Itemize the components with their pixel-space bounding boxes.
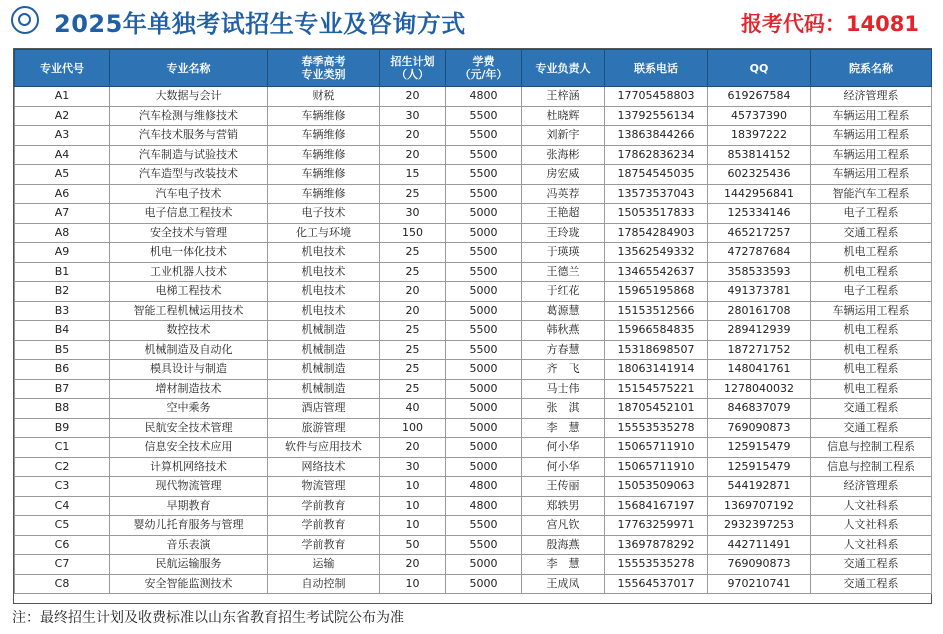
cell-fee: 5000 [446, 399, 522, 419]
cell-plan: 20 [380, 87, 446, 107]
cell-name: 机械制造及自动化 [110, 340, 268, 360]
cell-head: 于红花 [522, 282, 605, 302]
cell-head: 张海彬 [522, 145, 605, 165]
cell-head: 王梓涵 [522, 87, 605, 107]
table-row [15, 477, 932, 497]
table-row [15, 204, 932, 224]
cell-plan: 15 [380, 165, 446, 185]
cell-category: 财税 [268, 87, 380, 107]
cell-name: 大数据与会计 [110, 87, 268, 107]
cell-phone: 15065711910 [605, 457, 708, 477]
cell-plan: 20 [380, 438, 446, 458]
cell-plan: 40 [380, 399, 446, 419]
cell-head: 韩秋燕 [522, 321, 605, 341]
cell-plan: 25 [380, 262, 446, 282]
cell-plan: 20 [380, 145, 446, 165]
cell-name: 汽车电子技术 [110, 184, 268, 204]
cell-qq: 1442956841 [708, 184, 811, 204]
cell-dept: 交通工程系 [811, 418, 932, 438]
cell-qq: 125915479 [708, 438, 811, 458]
cell-qq: 544192871 [708, 477, 811, 497]
cell-category: 学前教育 [268, 516, 380, 536]
cell-phone: 13863844266 [605, 126, 708, 146]
cell-plan: 50 [380, 535, 446, 555]
table-row [15, 321, 932, 341]
cell-phone: 15053509063 [605, 477, 708, 497]
cell-code: C6 [15, 535, 110, 555]
cell-head: 李 慧 [522, 555, 605, 575]
cell-name: 计算机网络技术 [110, 457, 268, 477]
cell-code: A2 [15, 106, 110, 126]
cell-code: A1 [15, 87, 110, 107]
cell-dept: 信息与控制工程系 [811, 438, 932, 458]
cell-phone: 15153512566 [605, 301, 708, 321]
table-row [15, 184, 932, 204]
cell-fee: 5500 [446, 106, 522, 126]
cell-code: C8 [15, 574, 110, 594]
cell-name: 模具设计与制造 [110, 360, 268, 380]
cell-dept: 机电工程系 [811, 360, 932, 380]
cell-fee: 5500 [446, 184, 522, 204]
cell-name: 工业机器人技术 [110, 262, 268, 282]
cell-dept: 智能汽车工程系 [811, 184, 932, 204]
cell-qq: 465217257 [708, 223, 811, 243]
cell-name: 电梯工程技术 [110, 282, 268, 302]
cell-name: 安全智能监测技术 [110, 574, 268, 594]
cell-phone: 13562549332 [605, 243, 708, 263]
cell-name: 现代物流管理 [110, 477, 268, 497]
cell-head: 王德兰 [522, 262, 605, 282]
cell-qq: 1278040032 [708, 379, 811, 399]
cell-dept: 交通工程系 [811, 223, 932, 243]
cell-qq: 619267584 [708, 87, 811, 107]
cell-category: 车辆维修 [268, 106, 380, 126]
cell-qq: 853814152 [708, 145, 811, 165]
cell-code: C7 [15, 555, 110, 575]
cell-phone: 15553535278 [605, 418, 708, 438]
cell-qq: 442711491 [708, 535, 811, 555]
cell-head: 房宏威 [522, 165, 605, 185]
cell-plan: 25 [380, 243, 446, 263]
cell-category: 学前教育 [268, 535, 380, 555]
column-header-dept: 院系名称 [811, 50, 932, 87]
table-row [15, 282, 932, 302]
cell-dept: 交通工程系 [811, 399, 932, 419]
cell-dept: 经济管理系 [811, 87, 932, 107]
column-header-fee: 学费 （元/年） [446, 50, 522, 87]
table-row [15, 243, 932, 263]
cell-head: 何小华 [522, 457, 605, 477]
cell-phone: 17862836234 [605, 145, 708, 165]
cell-fee: 5000 [446, 379, 522, 399]
cell-category: 酒店管理 [268, 399, 380, 419]
cell-name: 汽车检测与维修技术 [110, 106, 268, 126]
cell-code: A6 [15, 184, 110, 204]
cell-dept: 车辆运用工程系 [811, 145, 932, 165]
table-row [15, 223, 932, 243]
cell-phone: 15564537017 [605, 574, 708, 594]
cell-category: 物流管理 [268, 477, 380, 497]
cell-plan: 20 [380, 282, 446, 302]
table-row [15, 399, 932, 419]
cell-name: 民航运输服务 [110, 555, 268, 575]
cell-head: 李 慧 [522, 418, 605, 438]
cell-code: B3 [15, 301, 110, 321]
cell-code: A9 [15, 243, 110, 263]
table-row [15, 535, 932, 555]
cell-code: B1 [15, 262, 110, 282]
cell-dept: 交通工程系 [811, 555, 932, 575]
cell-code: B6 [15, 360, 110, 380]
table-row [15, 262, 932, 282]
cell-code: C5 [15, 516, 110, 536]
cell-category: 软件与应用技术 [268, 438, 380, 458]
cell-fee: 5000 [446, 204, 522, 224]
cell-phone: 13792556134 [605, 106, 708, 126]
table-row [15, 106, 932, 126]
cell-head: 宫凡钦 [522, 516, 605, 536]
cell-head: 方春慧 [522, 340, 605, 360]
cell-qq: 125334146 [708, 204, 811, 224]
cell-name: 增材制造技术 [110, 379, 268, 399]
cell-code: C1 [15, 438, 110, 458]
page-header [0, 0, 943, 44]
cell-dept: 人文社科系 [811, 496, 932, 516]
cell-phone: 18705452101 [605, 399, 708, 419]
cell-phone: 18754545035 [605, 165, 708, 185]
cell-plan: 30 [380, 106, 446, 126]
cell-qq: 970210741 [708, 574, 811, 594]
cell-plan: 10 [380, 516, 446, 536]
cell-phone: 15154575221 [605, 379, 708, 399]
cell-qq: 45737390 [708, 106, 811, 126]
cell-head: 张 淇 [522, 399, 605, 419]
cell-phone: 17854284903 [605, 223, 708, 243]
cell-category: 网络技术 [268, 457, 380, 477]
cell-fee: 5500 [446, 145, 522, 165]
cell-phone: 18063141914 [605, 360, 708, 380]
cell-qq: 602325436 [708, 165, 811, 185]
table-row [15, 516, 932, 536]
column-header-plan: 招生计划 （人） [380, 50, 446, 87]
cell-name: 电子信息工程技术 [110, 204, 268, 224]
cell-category: 车辆维修 [268, 126, 380, 146]
cell-name: 安全技术与管理 [110, 223, 268, 243]
cell-head: 齐 飞 [522, 360, 605, 380]
table-row [15, 165, 932, 185]
cell-qq: 2932397253 [708, 516, 811, 536]
cell-category: 机电技术 [268, 282, 380, 302]
table-row [15, 555, 932, 575]
column-header-code: 专业代号 [15, 50, 110, 87]
cell-dept: 机电工程系 [811, 379, 932, 399]
cell-category: 化工与环境 [268, 223, 380, 243]
cell-category: 机械制造 [268, 360, 380, 380]
cell-fee: 5500 [446, 340, 522, 360]
cell-head: 王玲珑 [522, 223, 605, 243]
cell-phone: 13465542637 [605, 262, 708, 282]
table-row [15, 145, 932, 165]
cell-phone: 15684167197 [605, 496, 708, 516]
cell-qq: 769090873 [708, 418, 811, 438]
table-row [15, 126, 932, 146]
cell-name: 汽车技术服务与营销 [110, 126, 268, 146]
cell-name: 数控技术 [110, 321, 268, 341]
cell-code: A3 [15, 126, 110, 146]
cell-code: A4 [15, 145, 110, 165]
cell-plan: 20 [380, 301, 446, 321]
cell-dept: 车辆运用工程系 [811, 165, 932, 185]
cell-plan: 30 [380, 204, 446, 224]
table-row [15, 496, 932, 516]
cell-fee: 5500 [446, 516, 522, 536]
cell-qq: 769090873 [708, 555, 811, 575]
cell-qq: 125915479 [708, 457, 811, 477]
cell-head: 杜晓辉 [522, 106, 605, 126]
cell-dept: 机电工程系 [811, 243, 932, 263]
cell-phone: 17763259971 [605, 516, 708, 536]
cell-fee: 4800 [446, 87, 522, 107]
table-header-row [15, 50, 932, 87]
cell-phone: 15965195868 [605, 282, 708, 302]
cell-fee: 5000 [446, 574, 522, 594]
cell-category: 机电技术 [268, 243, 380, 263]
cell-code: B5 [15, 340, 110, 360]
table-row [15, 574, 932, 594]
cell-code: B7 [15, 379, 110, 399]
cell-phone: 13697878292 [605, 535, 708, 555]
cell-qq: 289412939 [708, 321, 811, 341]
column-header-name: 专业名称 [110, 50, 268, 87]
cell-code: B4 [15, 321, 110, 341]
cell-head: 刘新宇 [522, 126, 605, 146]
cell-plan: 10 [380, 496, 446, 516]
cell-phone: 15318698507 [605, 340, 708, 360]
cell-name: 汽车制造与试验技术 [110, 145, 268, 165]
cell-phone: 15053517833 [605, 204, 708, 224]
cell-name: 音乐表演 [110, 535, 268, 555]
cell-fee: 5500 [446, 262, 522, 282]
cell-head: 王成凤 [522, 574, 605, 594]
table-row [15, 379, 932, 399]
cell-dept: 信息与控制工程系 [811, 457, 932, 477]
cell-plan: 25 [380, 360, 446, 380]
cell-name: 机电一体化技术 [110, 243, 268, 263]
cell-plan: 25 [380, 379, 446, 399]
cell-phone: 15065711910 [605, 438, 708, 458]
enrollment-table-container [13, 48, 932, 604]
cell-qq: 280161708 [708, 301, 811, 321]
cell-plan: 20 [380, 555, 446, 575]
cell-dept: 人文社科系 [811, 516, 932, 536]
column-header-head: 专业负责人 [522, 50, 605, 87]
cell-dept: 交通工程系 [811, 574, 932, 594]
cell-qq: 846837079 [708, 399, 811, 419]
cell-code: B2 [15, 282, 110, 302]
cell-fee: 5000 [446, 301, 522, 321]
cell-category: 电子技术 [268, 204, 380, 224]
cell-fee: 5000 [446, 282, 522, 302]
table-row [15, 340, 932, 360]
cell-category: 机械制造 [268, 340, 380, 360]
cell-name: 汽车造型与改装技术 [110, 165, 268, 185]
cell-dept: 机电工程系 [811, 321, 932, 341]
cell-qq: 18397222 [708, 126, 811, 146]
cell-fee: 5500 [446, 165, 522, 185]
table-row [15, 418, 932, 438]
cell-category: 机电技术 [268, 301, 380, 321]
cell-head: 王艳超 [522, 204, 605, 224]
cell-name: 信息安全技术应用 [110, 438, 268, 458]
table-row [15, 87, 932, 107]
cell-category: 学前教育 [268, 496, 380, 516]
cell-plan: 25 [380, 340, 446, 360]
cell-head: 于瑛瑛 [522, 243, 605, 263]
cell-name: 婴幼儿托育服务与管理 [110, 516, 268, 536]
cell-dept: 车辆运用工程系 [811, 106, 932, 126]
cell-code: A8 [15, 223, 110, 243]
cell-fee: 4800 [446, 496, 522, 516]
cell-qq: 187271752 [708, 340, 811, 360]
circle-logo-icon [11, 6, 39, 34]
column-header-category: 春季高考 专业类别 [268, 50, 380, 87]
cell-category: 机械制造 [268, 321, 380, 341]
cell-fee: 5500 [446, 126, 522, 146]
exam-code: 报考代码：14081 [740, 12, 919, 36]
cell-head: 何小华 [522, 438, 605, 458]
cell-dept: 电子工程系 [811, 204, 932, 224]
cell-dept: 机电工程系 [811, 262, 932, 282]
cell-fee: 5000 [446, 438, 522, 458]
column-header-qq: QQ [708, 50, 811, 87]
table-row [15, 360, 932, 380]
cell-head: 冯英荐 [522, 184, 605, 204]
table-row [15, 301, 932, 321]
cell-phone: 15966584835 [605, 321, 708, 341]
cell-fee: 5500 [446, 321, 522, 341]
table-row [15, 457, 932, 477]
cell-category: 运输 [268, 555, 380, 575]
cell-code: C3 [15, 477, 110, 497]
cell-dept: 车辆运用工程系 [811, 301, 932, 321]
cell-plan: 150 [380, 223, 446, 243]
cell-dept: 车辆运用工程系 [811, 126, 932, 146]
cell-plan: 30 [380, 457, 446, 477]
cell-code: A5 [15, 165, 110, 185]
cell-category: 车辆维修 [268, 184, 380, 204]
cell-plan: 10 [380, 477, 446, 497]
cell-head: 殷海燕 [522, 535, 605, 555]
cell-category: 自动控制 [268, 574, 380, 594]
cell-head: 郑轶男 [522, 496, 605, 516]
cell-category: 车辆维修 [268, 165, 380, 185]
cell-qq: 358533593 [708, 262, 811, 282]
cell-fee: 5000 [446, 360, 522, 380]
cell-category: 机电技术 [268, 262, 380, 282]
cell-qq: 491373781 [708, 282, 811, 302]
cell-dept: 人文社科系 [811, 535, 932, 555]
footnote: 注：最终招生计划及收费标准以山东省教育招生考试院公布为准 [12, 610, 404, 626]
cell-plan: 10 [380, 574, 446, 594]
cell-name: 早期教育 [110, 496, 268, 516]
cell-qq: 148041761 [708, 360, 811, 380]
cell-fee: 5000 [446, 418, 522, 438]
cell-head: 马士伟 [522, 379, 605, 399]
cell-plan: 20 [380, 126, 446, 146]
cell-fee: 5000 [446, 555, 522, 575]
cell-dept: 电子工程系 [811, 282, 932, 302]
cell-code: C4 [15, 496, 110, 516]
cell-name: 民航安全技术管理 [110, 418, 268, 438]
cell-dept: 经济管理系 [811, 477, 932, 497]
column-header-phone: 联系电话 [605, 50, 708, 87]
cell-qq: 472787684 [708, 243, 811, 263]
cell-head: 王传丽 [522, 477, 605, 497]
cell-name: 空中乘务 [110, 399, 268, 419]
cell-code: C2 [15, 457, 110, 477]
cell-code: B9 [15, 418, 110, 438]
cell-fee: 5000 [446, 223, 522, 243]
cell-code: B8 [15, 399, 110, 419]
cell-name: 智能工程机械运用技术 [110, 301, 268, 321]
cell-fee: 5500 [446, 535, 522, 555]
enrollment-table [14, 49, 932, 594]
cell-head: 葛源慧 [522, 301, 605, 321]
cell-dept: 机电工程系 [811, 340, 932, 360]
cell-plan: 100 [380, 418, 446, 438]
cell-qq: 1369707192 [708, 496, 811, 516]
cell-category: 旅游管理 [268, 418, 380, 438]
cell-fee: 4800 [446, 477, 522, 497]
table-row [15, 438, 932, 458]
cell-phone: 15553535278 [605, 555, 708, 575]
cell-plan: 25 [380, 184, 446, 204]
page-title: 2025年单独考试招生专业及咨询方式 [54, 10, 466, 38]
cell-fee: 5000 [446, 457, 522, 477]
cell-plan: 25 [380, 321, 446, 341]
cell-phone: 13573537043 [605, 184, 708, 204]
cell-code: A7 [15, 204, 110, 224]
cell-phone: 17705458803 [605, 87, 708, 107]
table-body [15, 87, 932, 594]
cell-category: 机械制造 [268, 379, 380, 399]
cell-category: 车辆维修 [268, 145, 380, 165]
cell-fee: 5500 [446, 243, 522, 263]
